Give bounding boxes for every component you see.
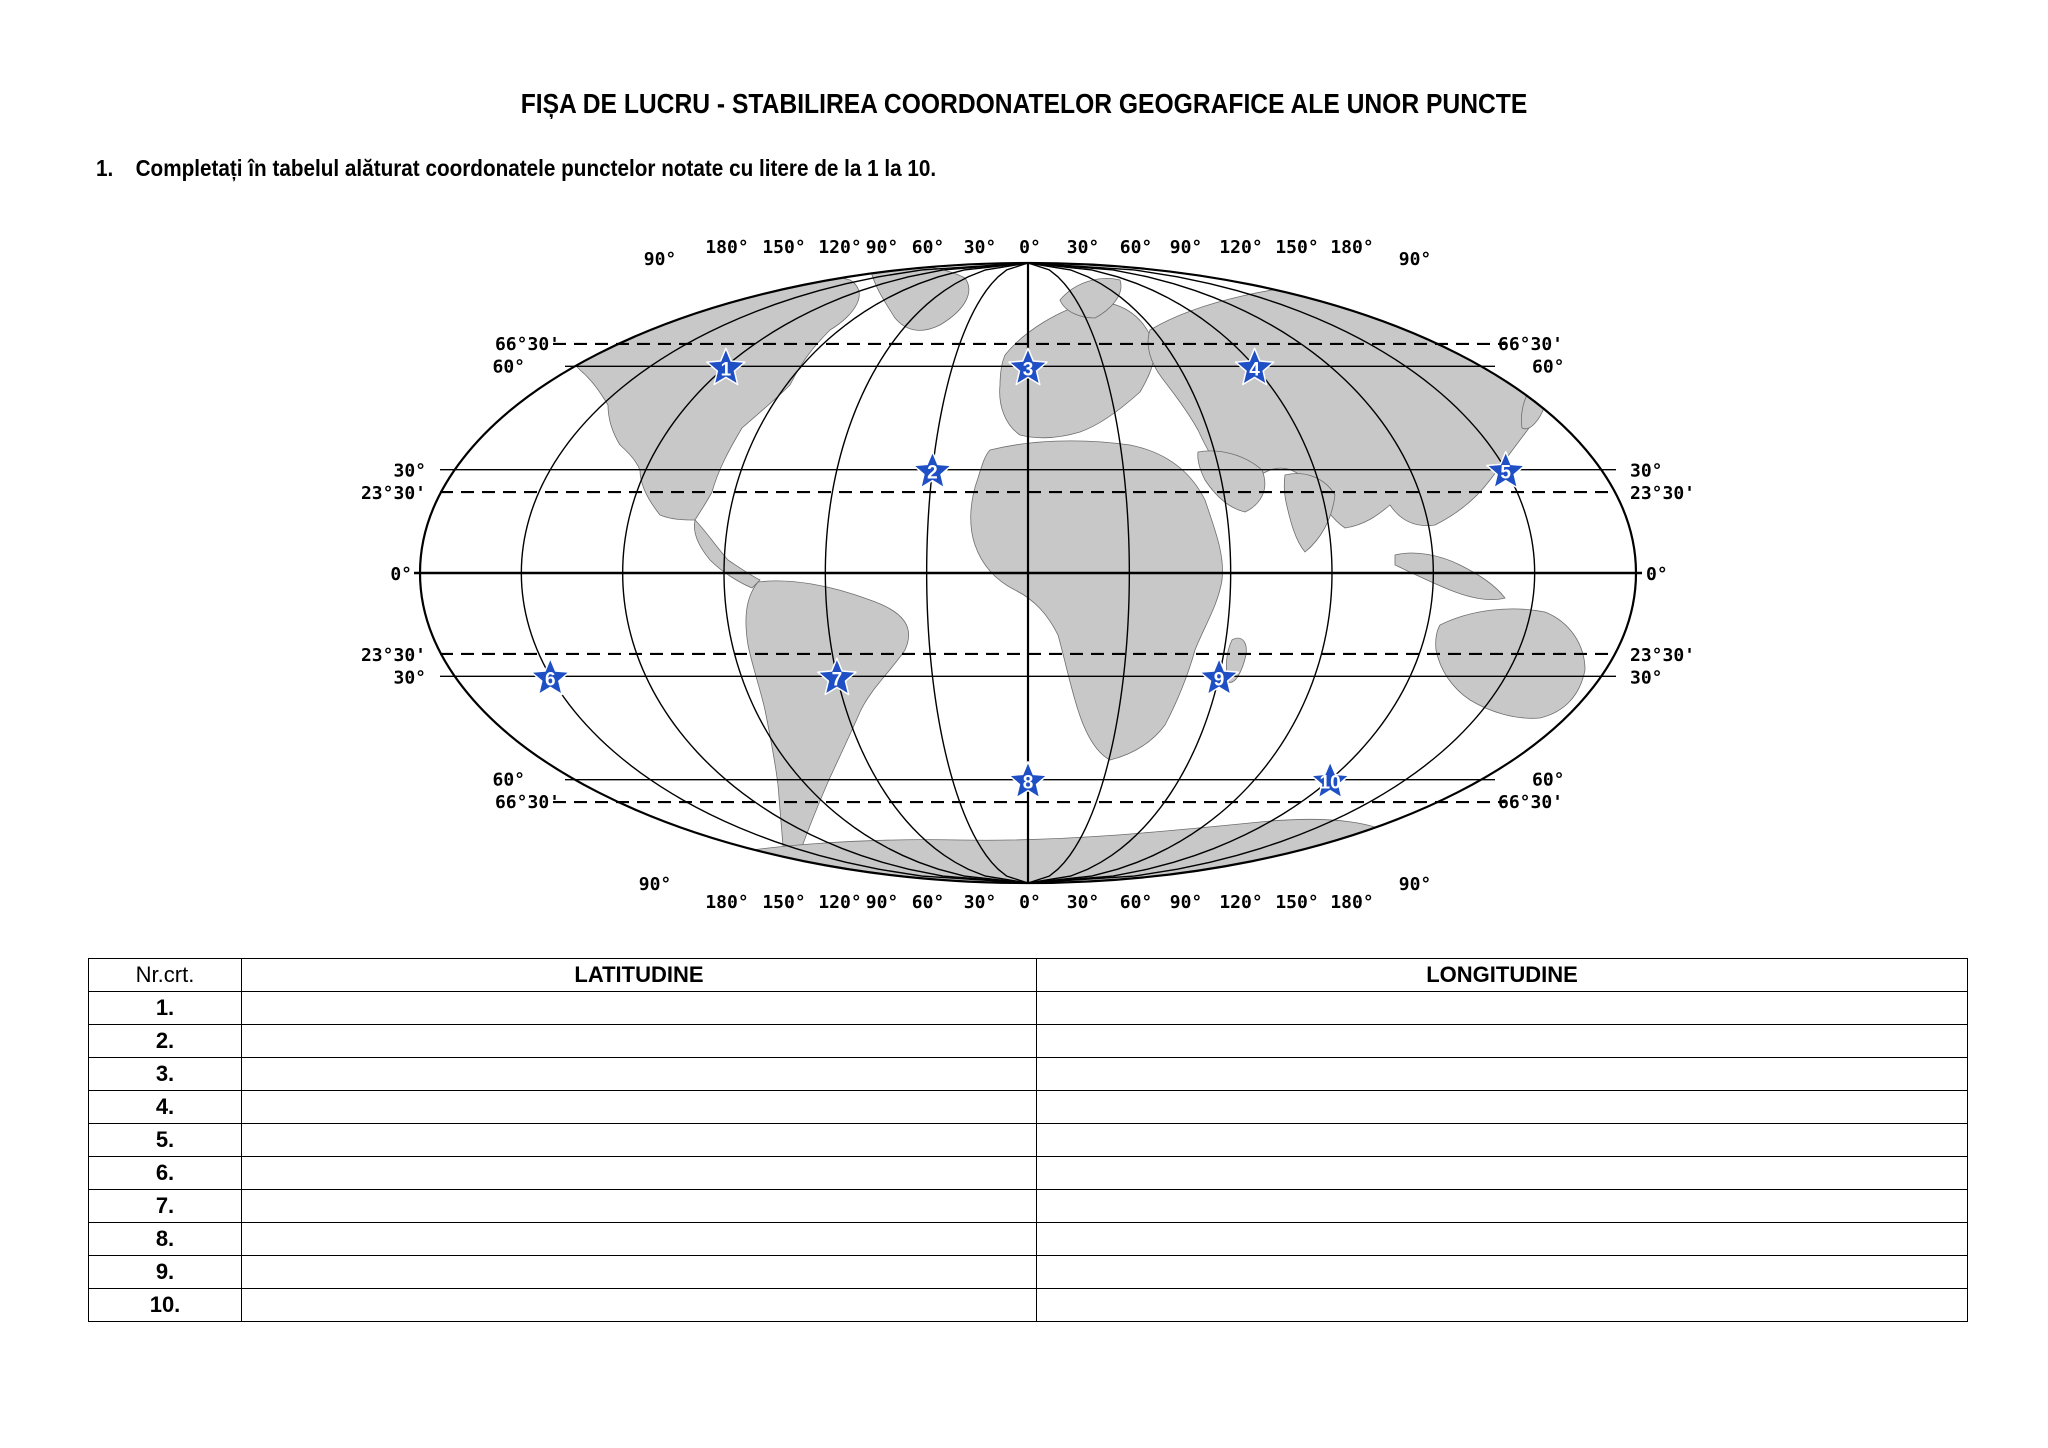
longitude-label: 150° [1275,892,1319,913]
pole-label: 90° [643,249,677,270]
australia [1436,609,1585,718]
longitude-label: 150° [762,892,806,913]
header-nr: Nr.crt. [89,959,242,992]
longitude-label: 60° [911,237,945,258]
table-row [89,1256,1968,1289]
latitude-label: 66°30' [494,333,560,355]
table-row [89,1124,1968,1157]
longitude-cell[interactable] [1037,1289,1968,1322]
row-number: 6. [89,1157,242,1190]
row-number: 9. [89,1256,242,1289]
latitude-label: 30° [393,667,426,689]
longitude-label: 180° [705,237,749,258]
coordinates-table [88,958,1968,1322]
longitude-label: 90° [865,892,899,913]
longitude-label: 120° [1219,237,1263,258]
row-number: 5. [89,1124,242,1157]
table-row [89,1190,1968,1223]
latitude-label: 23°30' [1630,644,1696,666]
row-number: 1. [89,992,242,1025]
longitude-cell[interactable] [1037,1025,1968,1058]
latitude-label: 66°30' [1498,333,1564,355]
latitude-label: 0° [390,564,412,585]
pole-label: 90° [1398,874,1432,895]
longitude-label: 90° [1169,237,1203,258]
point-label: 10 [1319,772,1341,794]
latitude-label: 60° [492,356,525,378]
table-header-row [89,959,1968,992]
point-label: 4 [1249,359,1260,381]
longitude-cell[interactable] [1037,1124,1968,1157]
latitude-label: 60° [492,769,525,791]
longitude-cell[interactable] [1037,1256,1968,1289]
longitude-cell[interactable] [1037,1058,1968,1091]
longitude-label: 60° [1119,892,1153,913]
pole-label: 90° [1398,249,1432,270]
point-marker-8 [1009,762,1047,798]
latitude-cell[interactable] [242,1190,1037,1223]
latitude-label: 60° [1532,769,1565,791]
point-marker-6 [531,658,569,694]
new-zealand [1592,723,1612,752]
longitude-label: 30° [963,892,997,913]
longitude-label: 30° [1066,892,1100,913]
latitude-cell[interactable] [242,1223,1037,1256]
row-number: 8. [89,1223,242,1256]
latitude-label: 23°30' [360,644,426,666]
header-longitude: LONGITUDINE [1037,959,1968,992]
table-row [89,1091,1968,1124]
latitude-cell[interactable] [242,1124,1037,1157]
table-body [89,992,1968,1322]
longitude-label: 30° [1066,237,1100,258]
latitude-label: 30° [1630,667,1663,689]
pole-label: 90° [638,874,672,895]
latitude-label: 60° [1532,356,1565,378]
longitude-label: 180° [1330,237,1374,258]
latitude-label: 66°30' [1498,792,1564,814]
longitude-cell[interactable] [1037,1091,1968,1124]
longitude-label: 120° [818,892,862,913]
latitude-cell[interactable] [242,1058,1037,1091]
point-label: 1 [720,359,732,381]
point-label: 3 [1022,359,1034,381]
latitude-cell[interactable] [242,1256,1037,1289]
latitude-cell[interactable] [242,1025,1037,1058]
latitude-label: 30° [1630,460,1663,482]
point-label: 9 [1213,669,1225,691]
longitude-label: 120° [1219,892,1263,913]
row-number: 4. [89,1091,242,1124]
longitude-label: 60° [1119,237,1153,258]
latitude-label: 23°30' [360,483,426,505]
longitude-label: 180° [705,892,749,913]
latitude-cell[interactable] [242,1091,1037,1124]
table-row [89,1157,1968,1190]
table-row [89,1223,1968,1256]
latitude-label: 0° [1646,564,1668,585]
longitude-cell[interactable] [1037,1157,1968,1190]
instruction-number: 1. [96,155,114,181]
longitude-label: 0° [1019,237,1041,258]
table-row [89,1289,1968,1322]
longitude-label: 150° [1275,237,1319,258]
row-number: 10. [89,1289,242,1322]
longitude-label: 60° [911,892,945,913]
latitude-cell[interactable] [242,992,1037,1025]
southeast-asia-islands [1395,553,1505,600]
longitude-cell[interactable] [1037,1223,1968,1256]
india [1284,474,1335,552]
latitude-label: 66°30' [494,792,560,814]
table-row [89,992,1968,1025]
page-title: FIȘA DE LUCRU - STABILIREA COORDONATELOR GEOGRAFICE ALE UNOR PUNCTE [520,88,1528,119]
longitude-label: 0° [1019,892,1041,913]
point-marker-2 [913,452,951,488]
point-label: 5 [1500,462,1511,484]
north-america [564,275,860,520]
longitude-label: 90° [865,237,899,258]
latitude-cell[interactable] [242,1157,1037,1190]
row-number: 7. [89,1190,242,1223]
africa [971,441,1223,760]
longitude-label: 120° [818,237,862,258]
table-row [89,1025,1968,1058]
latitude-label: 30° [393,460,426,482]
instruction-text: Completați în tabelul alăturat coordonatele punctelor notate cu litere de la 1 la 10. [135,155,937,181]
table-row [89,1058,1968,1091]
longitude-label: 150° [762,237,806,258]
longitude-label: 30° [963,237,997,258]
longitude-cell[interactable] [1037,1190,1968,1223]
longitude-label: 180° [1330,892,1374,913]
point-label: 7 [831,669,843,691]
header-latitude: LATITUDINE [242,959,1037,992]
point-label: 2 [927,462,938,484]
row-number: 3. [89,1058,242,1091]
longitude-cell[interactable] [1037,992,1968,1025]
latitude-cell[interactable] [242,1289,1037,1322]
row-number: 2. [89,1025,242,1058]
point-label: 6 [545,669,556,691]
longitude-label: 90° [1169,892,1203,913]
point-label: 8 [1022,772,1034,794]
latitude-label: 23°30' [1630,483,1696,505]
